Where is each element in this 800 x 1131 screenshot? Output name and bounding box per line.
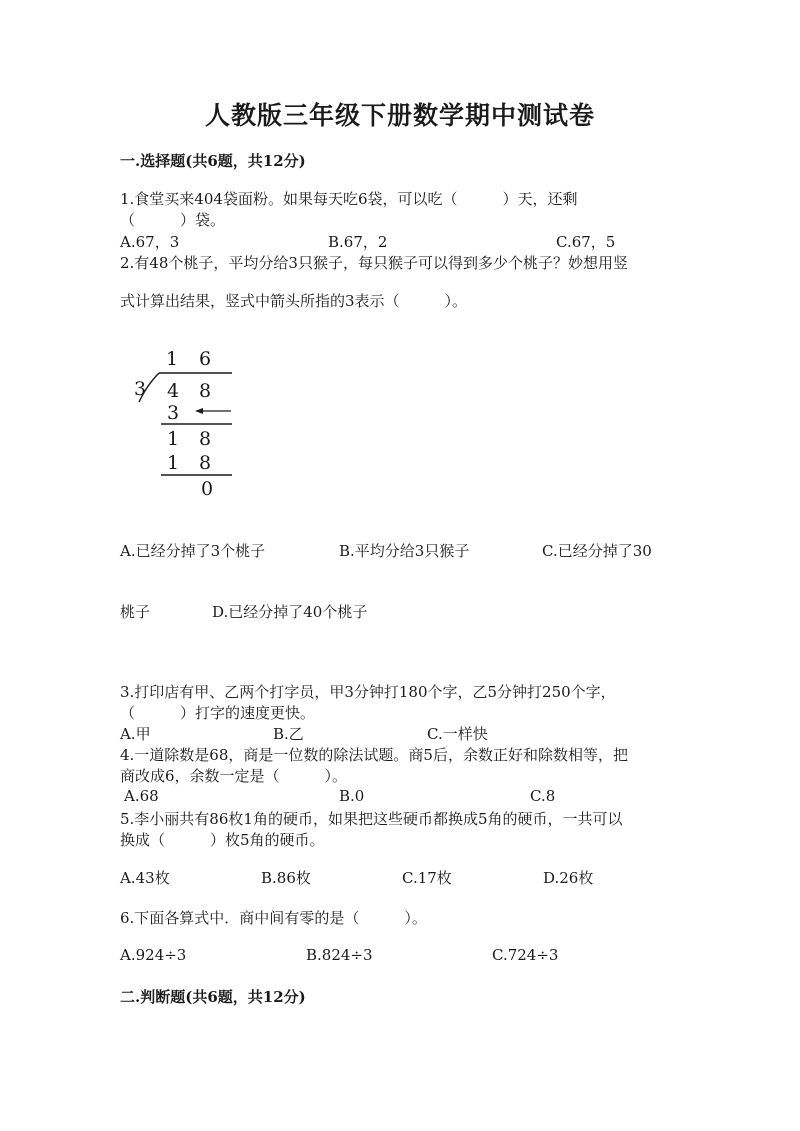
question-5-option-b: B.86枚 bbox=[261, 869, 311, 887]
division-lines bbox=[0, 0, 800, 520]
question-1-option-a: A.67，3 bbox=[120, 233, 180, 251]
question-5-option-a: A.43枚 bbox=[120, 869, 170, 887]
subtrahend-2-digit-tens: 1 bbox=[167, 452, 180, 474]
quotient-digit-ones: 6 bbox=[199, 348, 212, 370]
question-6-option-a: A.924÷3 bbox=[120, 946, 187, 964]
question-3-line-1: 3.打印店有甲、乙两个打字员，甲3分钟打180个字，乙5分钟打250个字， bbox=[120, 683, 616, 701]
dividend-digit-tens: 4 bbox=[167, 380, 180, 402]
question-2-option-c: C.已经分掉了30 bbox=[542, 542, 652, 560]
remainder-digit-tens: 1 bbox=[167, 428, 180, 450]
dividend-digit-ones: 8 bbox=[199, 380, 212, 402]
question-2-option-b: B.平均分给3只猴子 bbox=[339, 542, 470, 560]
question-1-line-2: （ ）袋。 bbox=[120, 211, 226, 229]
remainder-digit-ones: 8 bbox=[199, 428, 212, 450]
question-2-option-d: D.已经分掉了40个桃子 bbox=[212, 603, 368, 621]
question-3-option-c: C.一样快 bbox=[427, 725, 488, 743]
subtrahend-2-digit-ones: 8 bbox=[199, 452, 212, 474]
question-2-line-1: 2.有48个桃子，平均分给3只猴子，每只猴子可以得到多少个桃子？妙想用竖 bbox=[120, 254, 628, 272]
question-1-line-1: 1.食堂买来404袋面粉。如果每天吃6袋，可以吃（ ）天，还剩 bbox=[120, 190, 578, 208]
question-4-option-b: B.0 bbox=[339, 787, 365, 805]
subtrahend-3: 3 bbox=[167, 402, 180, 424]
arrow-head-icon bbox=[195, 408, 203, 414]
division-bracket bbox=[139, 373, 159, 402]
page-title: 人教版三年级下册数学期中测试卷 bbox=[204, 101, 595, 130]
question-6-line-1: 6.下面各算式中．商中间有零的是（ ）。 bbox=[120, 909, 427, 927]
question-5-option-c: C.17枚 bbox=[402, 869, 452, 887]
question-2-option-c-continued: 桃子 bbox=[120, 603, 151, 621]
section-heading-choice: 一.选择题(共6题，共12分) bbox=[120, 152, 306, 170]
question-6-option-b: B.824÷3 bbox=[306, 946, 373, 964]
question-5-option-d: D.26枚 bbox=[543, 869, 594, 887]
question-1-option-c: C.67，5 bbox=[556, 233, 616, 251]
question-4-option-a: A.68 bbox=[124, 787, 159, 805]
question-4-line-1: 4.一道除数是68，商是一位数的除法试题。商5后，余数正好和除数相等，把 bbox=[120, 746, 628, 764]
question-1-option-b: B.67，2 bbox=[328, 233, 388, 251]
question-3-option-a: A.甲 bbox=[120, 725, 151, 743]
question-6-option-c: C.724÷3 bbox=[492, 946, 559, 964]
divisor: 3 bbox=[134, 378, 147, 400]
question-2-line-2: 式计算出结果，竖式中箭头所指的3表示（ ）。 bbox=[120, 292, 468, 310]
question-3-line-2: （ ）打字的速度更快。 bbox=[120, 704, 316, 722]
question-5-line-2: 换成（ ）枚5角的硬币。 bbox=[120, 831, 325, 849]
final-remainder: 0 bbox=[201, 478, 214, 500]
question-4-line-2: 商改成6，余数一定是（ ）。 bbox=[120, 767, 348, 785]
question-4-option-c: C.8 bbox=[530, 787, 556, 805]
question-2-option-a: A.已经分掉了3个桃子 bbox=[120, 542, 266, 560]
question-3-option-b: B.乙 bbox=[273, 725, 304, 743]
question-5-line-1: 5.李小丽共有86枚1角的硬币，如果把这些硬币都换成5角的硬币，一共可以 bbox=[120, 810, 623, 828]
section-heading-true-false: 二.判断题(共6题，共12分) bbox=[120, 988, 306, 1006]
quotient-digit-tens: 1 bbox=[166, 348, 179, 370]
